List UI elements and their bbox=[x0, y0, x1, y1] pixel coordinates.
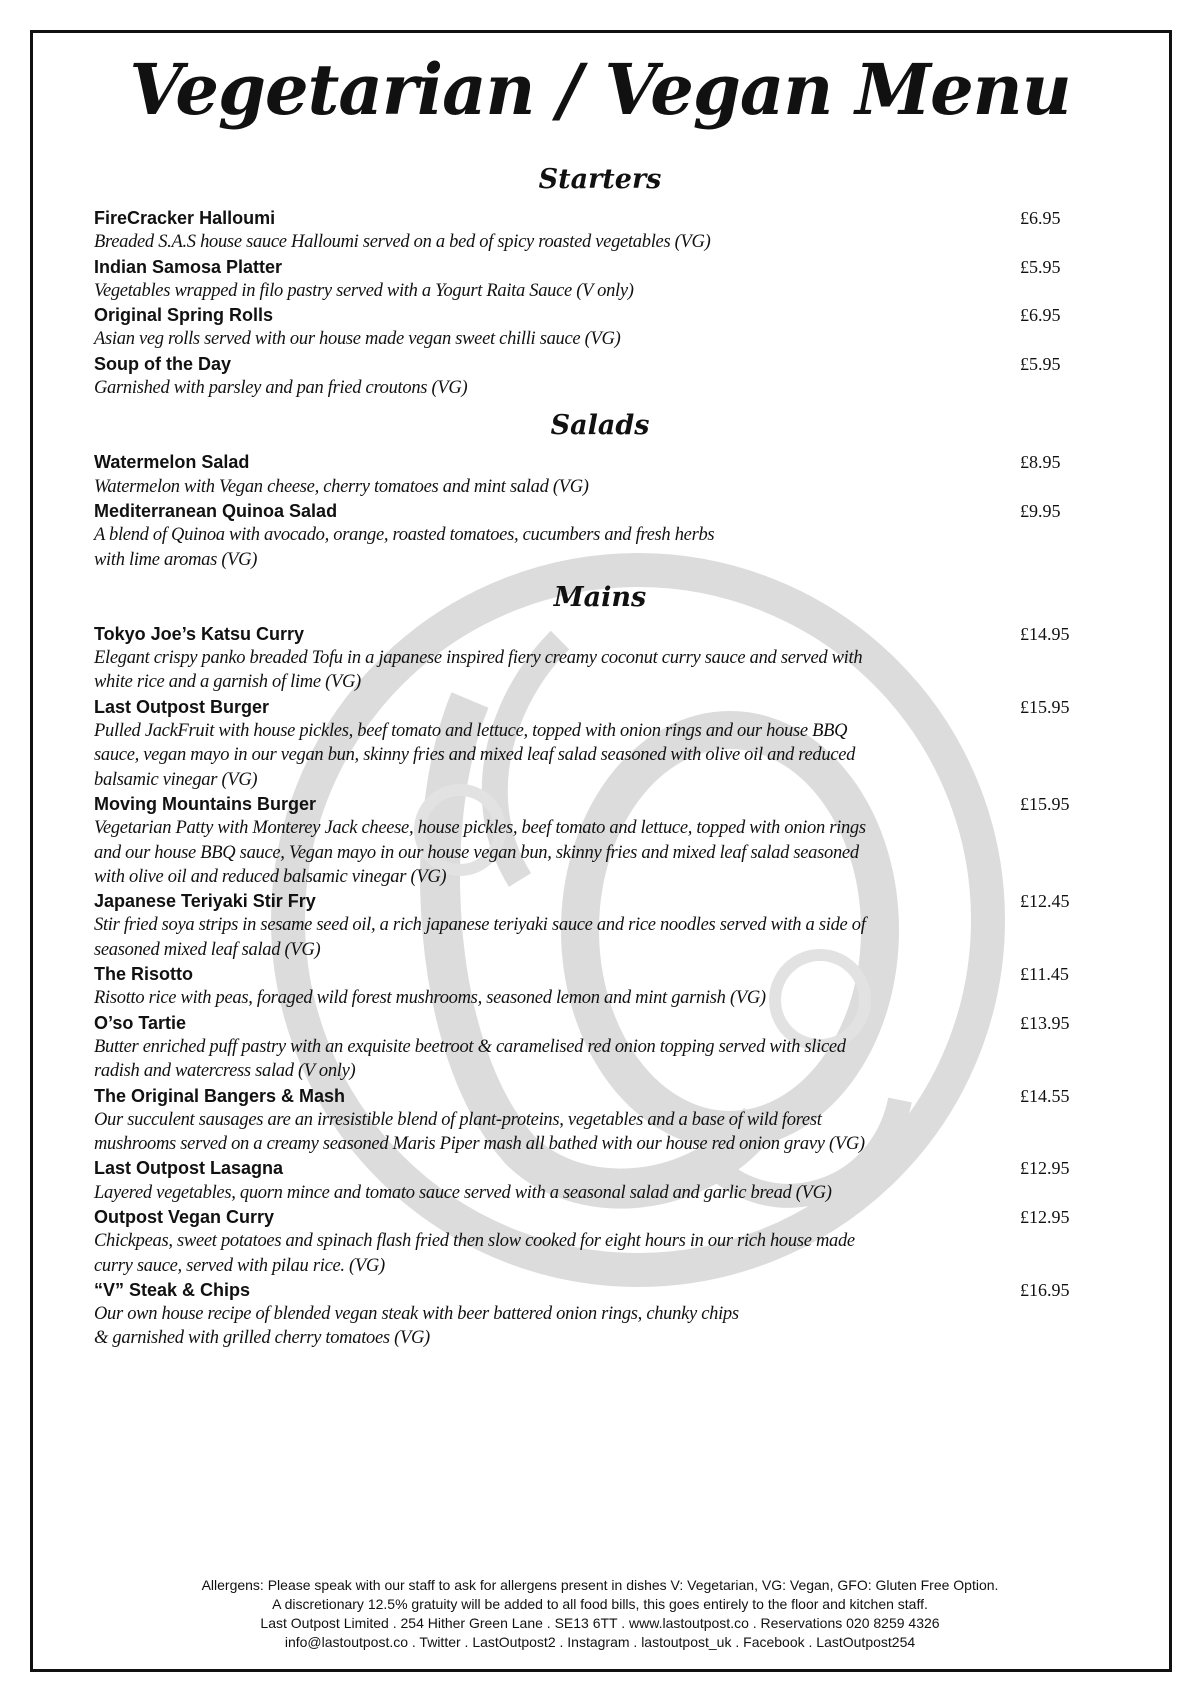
menu-item-header bbox=[94, 450, 1154, 474]
menu-item-header bbox=[94, 962, 1154, 986]
footer bbox=[0, 1576, 1200, 1652]
menu-item-header bbox=[94, 206, 1154, 230]
dish-name: Watermelon Salad bbox=[94, 452, 250, 473]
dish-name: Moving Mountains Burger bbox=[94, 793, 316, 814]
menu-item bbox=[94, 962, 1154, 1011]
menu-item-header bbox=[94, 303, 1154, 327]
menu-item bbox=[94, 695, 1154, 792]
menu-title: Vegetarian / Vegan Menu bbox=[129, 48, 1071, 131]
dish-name: Japanese Teriyaki Stir Fry bbox=[94, 891, 316, 912]
menu-content bbox=[94, 166, 1154, 1351]
menu-item bbox=[94, 499, 1154, 572]
menu-item bbox=[94, 1156, 1154, 1205]
dish-name: Outpost Vegan Curry bbox=[94, 1206, 275, 1227]
dish-name: “V” Steak & Chips bbox=[94, 1279, 251, 1300]
menu-item-header bbox=[94, 792, 1154, 816]
menu-item bbox=[94, 206, 1154, 255]
dish-price: £15.95 bbox=[1020, 793, 1070, 814]
menu-item bbox=[94, 303, 1154, 352]
dish-description: Butter enriched puff pastry with an exquisite beetroot & caramelised red onion topping served with sliced bbox=[94, 1036, 846, 1057]
dish-price: £16.95 bbox=[1020, 1279, 1070, 1300]
menu-item bbox=[94, 450, 1154, 499]
dish-description: Pulled JackFruit with house pickles, beef tomato and lettuce, topped with onion rings and our house BBQ bbox=[94, 721, 848, 742]
menu-item-header bbox=[94, 695, 1154, 719]
dish-name: The Original Bangers & Mash bbox=[94, 1085, 346, 1106]
dish-description: Our own house recipe of blended vegan steak with beer battered onion rings, chunky chips bbox=[94, 1304, 739, 1325]
dish-name: Last Outpost Lasagna bbox=[94, 1158, 284, 1179]
footer-address: Last Outpost Limited . 254 Hither Green Lane . SE13 6TT . www.lastoutpost.co . Reservations 020 8259 4326 bbox=[260, 1615, 940, 1631]
dish-description: & garnished with grilled cherry tomatoes (VG) bbox=[94, 1328, 430, 1349]
dish-description: A blend of Quinoa with avocado, orange, roasted tomatoes, cucumbers and fresh herbs bbox=[94, 525, 715, 546]
dish-description: Vegetables wrapped in filo pastry served with a Yogurt Raita Sauce (V only) bbox=[94, 280, 634, 301]
dish-name: O’so Tartie bbox=[94, 1012, 187, 1033]
menu-item-header bbox=[94, 1084, 1154, 1108]
dish-price: £11.45 bbox=[1020, 964, 1069, 985]
dish-description: and our house BBQ sauce, Vegan mayo in our house vegan bun, skinny fries and mixed leaf salad seasoned bbox=[94, 842, 859, 863]
dish-name: Last Outpost Burger bbox=[94, 696, 270, 717]
menu-item bbox=[94, 1011, 1154, 1084]
menu-item bbox=[94, 1205, 1154, 1278]
dish-name: Original Spring Rolls bbox=[94, 305, 274, 326]
menu-item-header bbox=[94, 499, 1154, 523]
section-heading: Mains bbox=[553, 581, 647, 613]
dish-description: mushrooms served on a creamy seasoned Maris Piper mash all bathed with our house red onion gravy (VG) bbox=[94, 1134, 865, 1155]
dish-description: Stir fried soya strips in sesame seed oil, a rich japanese teriyaki sauce and rice noodles served with a side of bbox=[94, 915, 866, 936]
dish-price: £5.95 bbox=[1020, 353, 1061, 374]
dish-description: Breaded S.A.S house sauce Halloumi served on a bed of spicy roasted vegetables (VG) bbox=[94, 232, 711, 253]
dish-description: with lime aromas (VG) bbox=[94, 549, 258, 570]
footer-gratuity: A discretionary 12.5% gratuity will be added to all food bills, this goes entirely to the floor and kitchen staff. bbox=[272, 1596, 928, 1612]
menu-item-header bbox=[94, 889, 1154, 913]
dish-description: white rice and a garnish of lime (VG) bbox=[94, 672, 361, 693]
dish-description: sauce, vegan mayo in our vegan bun, skinny fries and mixed leaf salad seasoned with olive oil and reduced bbox=[94, 745, 856, 766]
dish-price: £12.95 bbox=[1020, 1206, 1070, 1227]
dish-price: £13.95 bbox=[1020, 1012, 1070, 1033]
dish-name: The Risotto bbox=[94, 964, 193, 985]
dish-description: Vegetarian Patty with Monterey Jack cheese, house pickles, beef tomato and lettuce, topped with onion rings bbox=[94, 818, 866, 839]
dish-price: £9.95 bbox=[1020, 500, 1061, 521]
menu-item bbox=[94, 622, 1154, 695]
menu-item-header bbox=[94, 1278, 1154, 1302]
dish-name: FireCracker Halloumi bbox=[94, 208, 276, 228]
menu-item-header bbox=[94, 352, 1154, 376]
dish-name: Tokyo Joe’s Katsu Curry bbox=[94, 623, 305, 644]
dish-description: balsamic vinegar (VG) bbox=[94, 769, 258, 790]
dish-description: Garnished with parsley and pan fried croutons (VG) bbox=[94, 378, 468, 399]
dish-description: Our succulent sausages are an irresistible blend of plant-proteins, vegetables and a base of wild forest bbox=[94, 1109, 822, 1130]
footer-allergens: Allergens: Please speak with our staff to ask for allergens present in dishes V: Vegetarian, VG: Vegan, GFO: Gluten Free Option. bbox=[201, 1577, 999, 1593]
dish-name: Mediterranean Quinoa Salad bbox=[94, 500, 338, 521]
dish-price: £14.95 bbox=[1020, 623, 1070, 644]
dish-price: £14.55 bbox=[1020, 1085, 1070, 1106]
dish-description: Watermelon with Vegan cheese, cherry tomatoes and mint salad (VG) bbox=[94, 476, 589, 497]
dish-description: seasoned mixed leaf salad (VG) bbox=[94, 939, 321, 960]
dish-description: Elegant crispy panko breaded Tofu in a japanese inspired fiery creamy coconut curry sauce and served with bbox=[94, 648, 863, 669]
menu-item bbox=[94, 889, 1154, 962]
dish-name: Indian Samosa Platter bbox=[94, 256, 283, 277]
dish-price: £6.95 bbox=[1020, 208, 1061, 228]
dish-description: Chickpeas, sweet potatoes and spinach flash fried then slow cooked for eight hours in our rich house made bbox=[94, 1231, 855, 1252]
menu-item bbox=[94, 352, 1154, 401]
dish-description: with olive oil and reduced balsamic vinegar (VG) bbox=[94, 866, 447, 887]
menu-item-header bbox=[94, 1156, 1154, 1180]
dish-description: Asian veg rolls served with our house made vegan sweet chilli sauce (VG) bbox=[94, 329, 621, 350]
dish-price: £15.95 bbox=[1020, 696, 1070, 717]
menu-item bbox=[94, 1278, 1154, 1351]
section-heading: Salads bbox=[550, 410, 650, 442]
dish-name: Soup of the Day bbox=[94, 353, 232, 374]
menu-item-header bbox=[94, 622, 1154, 646]
dish-price: £12.95 bbox=[1020, 1158, 1070, 1179]
dish-description: curry sauce, served with pilau rice. (VG) bbox=[94, 1255, 385, 1276]
dish-price: £6.95 bbox=[1020, 305, 1061, 326]
dish-price: £8.95 bbox=[1020, 452, 1061, 473]
dish-description: radish and watercress salad (V only) bbox=[94, 1061, 356, 1082]
section-heading: Starters bbox=[538, 164, 662, 195]
dish-description: Layered vegetables, quorn mince and tomato sauce served with a seasonal salad and garlic bread (VG) bbox=[94, 1182, 832, 1203]
menu-item-header bbox=[94, 1011, 1154, 1035]
menu-item-header bbox=[94, 255, 1154, 279]
dish-price: £5.95 bbox=[1020, 256, 1061, 277]
menu-item bbox=[94, 255, 1154, 304]
footer-social: info@lastoutpost.co . Twitter . LastOutpost2 . Instagram . lastoutpost_uk . Facebook . LastOutpost254 bbox=[284, 1634, 916, 1650]
menu-item bbox=[94, 1084, 1154, 1157]
menu-item-header bbox=[94, 1205, 1154, 1229]
dish-price: £12.45 bbox=[1020, 891, 1070, 912]
menu-item bbox=[94, 792, 1154, 889]
dish-description: Risotto rice with peas, foraged wild forest mushrooms, seasoned lemon and mint garnish (VG) bbox=[94, 988, 766, 1009]
